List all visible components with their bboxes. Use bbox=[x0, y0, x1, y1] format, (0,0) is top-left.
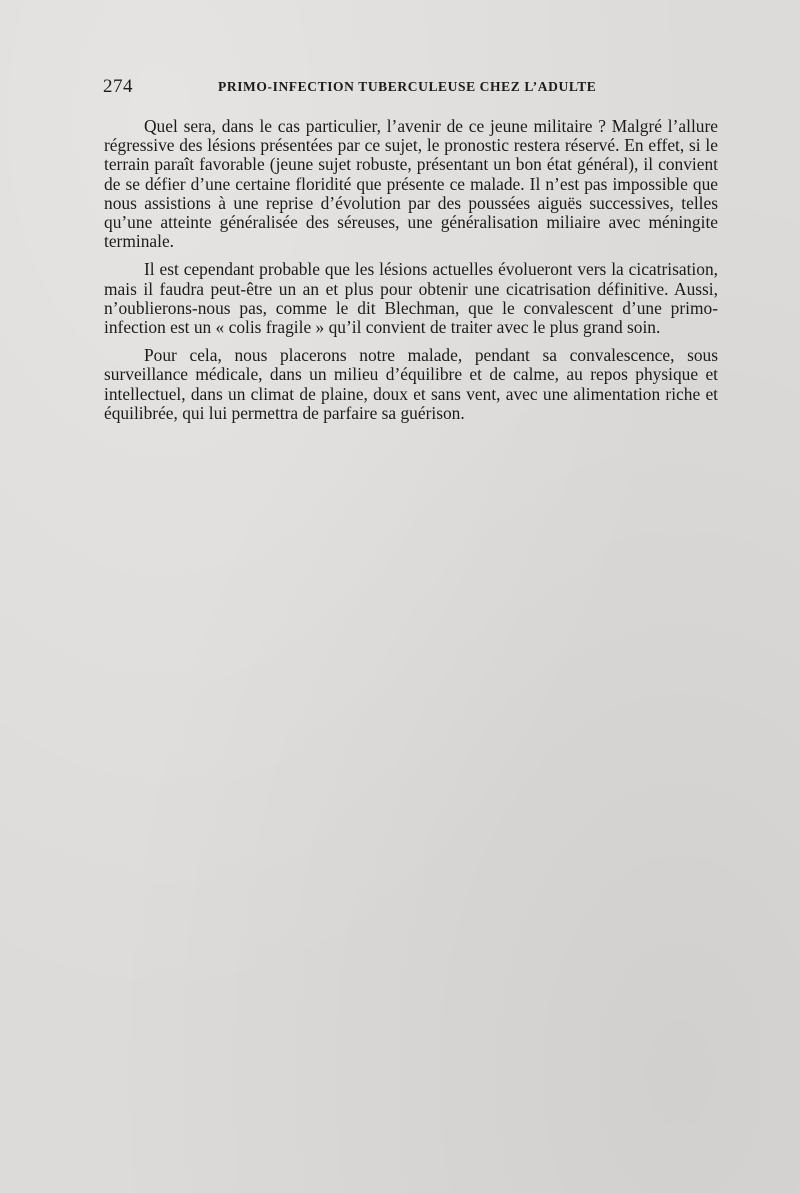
page-header bbox=[103, 76, 603, 100]
running-title: PRIMO-INFECTION TUBERCULEUSE CHEZ L’ADULTE bbox=[218, 79, 597, 94]
paragraph-cicatrisation: Il est cependant probable que les lésions actuelles évolueront vers la cicatrisation, mais il faudra peut-être un an et plus pour obtenir une cicatrisation définitive. Aussi, n’oublierons-nous pas, comme le dit Blechman, que le convalescent d’une primo-infection est un « colis fragile » qu’il convient de traiter avec le plus grand soin. bbox=[104, 259, 718, 338]
paragraph-prognosis: Quel sera, dans le cas particulier, l’avenir de ce jeune militaire ? Malgré l’allure régressive des lésions présentées par ce sujet, le pronostic restera réservé. En effet, si le terrain paraît favorable (jeune sujet robuste, présentant un bon état général), il convient de se défier d’une certaine floridité que présente ce malade. Il n’est pas impossible que nous assistions à une reprise d’évolution par des poussées aiguës successives, telles qu’une atteinte généralisée des séreuses, une généralisation miliaire avec méningite terminale. bbox=[104, 116, 718, 252]
paragraph-convalescence: Pour cela, nous placerons notre malade, pendant sa convalescence, sous surveillance médicale, dans un milieu d’équilibre et de calme, au repos physique et intellectuel, dans un climat de plaine, doux et sans vent, avec une alimentation riche et équilibrée, qui lui permettra de parfaire sa guérison. bbox=[104, 345, 718, 423]
body-text bbox=[104, 117, 718, 432]
page-number: 274 bbox=[103, 76, 133, 97]
